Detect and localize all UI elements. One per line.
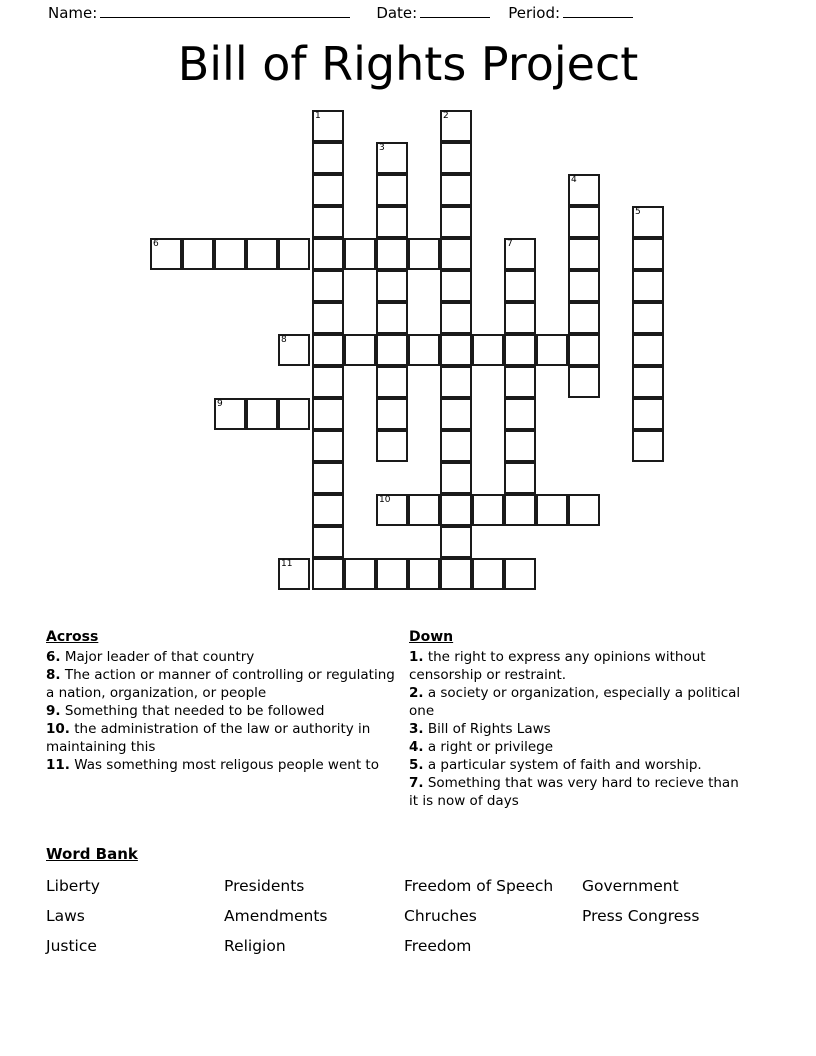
clue-number: 7. — [409, 775, 424, 791]
word-bank-word[interactable]: Religion — [224, 937, 286, 955]
crossword-cell[interactable] — [376, 334, 408, 366]
word-bank-row — [46, 901, 776, 931]
crossword-cell[interactable] — [376, 142, 408, 174]
crossword-cell[interactable] — [440, 558, 472, 590]
clue-number: 2. — [409, 685, 424, 701]
crossword-cell[interactable] — [376, 302, 408, 334]
crossword-cell[interactable] — [504, 558, 536, 590]
down-clue-2 — [409, 684, 749, 720]
crossword-cell[interactable] — [150, 238, 182, 270]
crossword-cell-number-4: 4 — [571, 175, 577, 185]
crossword-cell[interactable] — [312, 366, 344, 398]
across-clue-9 — [46, 702, 396, 720]
crossword-cell-number-11: 11 — [281, 559, 293, 569]
crossword-cell[interactable] — [632, 302, 664, 334]
crossword-cell[interactable] — [312, 206, 344, 238]
clue-number: 5. — [409, 757, 424, 773]
clue-text: a particular system of faith and worship. — [423, 757, 702, 773]
crossword-cell[interactable] — [278, 558, 310, 590]
word-bank-word[interactable]: Laws — [46, 907, 85, 925]
crossword-cell[interactable] — [504, 398, 536, 430]
crossword-cell[interactable] — [632, 206, 664, 238]
crossword-cell[interactable] — [568, 206, 600, 238]
crossword-cell[interactable] — [312, 494, 344, 526]
crossword-cell[interactable] — [536, 494, 568, 526]
crossword-cell[interactable] — [504, 270, 536, 302]
crossword-cell[interactable] — [536, 334, 568, 366]
crossword-cell[interactable] — [312, 142, 344, 174]
crossword-cell[interactable] — [440, 270, 472, 302]
crossword-cell[interactable] — [214, 398, 246, 430]
word-bank-word[interactable]: Chruches — [404, 907, 477, 925]
date-label: Date: — [376, 4, 418, 22]
down-clue-list — [409, 648, 749, 810]
crossword-cell[interactable] — [504, 430, 536, 462]
crossword-cell[interactable] — [568, 270, 600, 302]
crossword-cell-number-1: 1 — [315, 111, 321, 121]
down-clue-4 — [409, 738, 749, 756]
crossword-cell[interactable] — [376, 494, 408, 526]
crossword-cell[interactable] — [408, 334, 440, 366]
crossword-cell[interactable] — [214, 238, 246, 270]
crossword-cell[interactable] — [568, 302, 600, 334]
crossword-cell[interactable] — [344, 334, 376, 366]
crossword-cell[interactable] — [312, 270, 344, 302]
crossword-cell-number-7: 7 — [507, 239, 513, 249]
clue-text: Something that needed to be followed — [60, 703, 325, 719]
clue-number: 9. — [46, 703, 61, 719]
word-bank-heading: Word Bank — [46, 845, 138, 863]
crossword-cell[interactable] — [504, 334, 536, 366]
crossword-cell[interactable] — [278, 398, 310, 430]
crossword-cell[interactable] — [632, 334, 664, 366]
crossword-cell[interactable] — [344, 558, 376, 590]
crossword-cell[interactable] — [440, 494, 472, 526]
clue-text: Was something most religous people went to — [69, 757, 379, 773]
crossword-cell[interactable] — [312, 430, 344, 462]
crossword-cell-number-10: 10 — [379, 495, 391, 505]
crossword-cell[interactable] — [312, 558, 344, 590]
clue-text: the right to express any opinions without censorship or restraint. — [409, 649, 706, 683]
crossword-cell[interactable] — [408, 238, 440, 270]
clue-text: a society or organization, especially a political one — [409, 685, 741, 719]
crossword-cell[interactable] — [440, 366, 472, 398]
crossword-cell[interactable] — [568, 366, 600, 398]
crossword-cell[interactable] — [440, 110, 472, 142]
crossword-cell[interactable] — [472, 558, 504, 590]
crossword-cell[interactable] — [504, 238, 536, 270]
crossword-cell[interactable] — [504, 302, 536, 334]
clue-text: Something that was very hard to recieve than it is now of days — [409, 775, 739, 809]
crossword-cell[interactable] — [312, 398, 344, 430]
crossword-cell[interactable] — [312, 462, 344, 494]
word-bank-word[interactable]: Amendments — [224, 907, 328, 925]
word-bank-word[interactable]: Freedom — [404, 937, 472, 955]
crossword-cell[interactable] — [312, 334, 344, 366]
word-bank-table — [46, 871, 776, 961]
crossword-cell[interactable] — [440, 174, 472, 206]
across-heading: Across — [46, 629, 99, 645]
crossword-cell[interactable] — [344, 238, 376, 270]
crossword-cell[interactable] — [440, 142, 472, 174]
crossword-cell[interactable] — [312, 174, 344, 206]
crossword-cell[interactable] — [376, 238, 408, 270]
crossword-cell-number-8: 8 — [281, 335, 287, 345]
down-heading: Down — [409, 629, 454, 645]
clue-text: The action or manner of controlling or regulating a nation, organization, or people — [46, 667, 395, 701]
crossword-cell-number-6: 6 — [153, 239, 159, 249]
crossword-cell[interactable] — [312, 302, 344, 334]
word-bank-row — [46, 931, 776, 961]
crossword-cell[interactable] — [568, 334, 600, 366]
clue-text: a right or privilege — [423, 739, 554, 755]
crossword-cell[interactable] — [632, 366, 664, 398]
clue-number: 1. — [409, 649, 424, 665]
word-bank-empty — [582, 931, 776, 961]
crossword-cell[interactable] — [376, 558, 408, 590]
across-clue-6 — [46, 648, 396, 666]
crossword-cell[interactable] — [246, 238, 278, 270]
clue-number: 8. — [46, 667, 61, 683]
crossword-cell-number-9: 9 — [217, 399, 223, 409]
crossword-cell[interactable] — [440, 462, 472, 494]
down-clue-7 — [409, 774, 749, 810]
down-clues-section — [409, 628, 749, 810]
crossword-cell[interactable] — [376, 206, 408, 238]
crossword-cell[interactable] — [376, 174, 408, 206]
crossword-cell[interactable] — [440, 430, 472, 462]
crossword-cell[interactable] — [278, 238, 310, 270]
crossword-cell[interactable] — [568, 238, 600, 270]
word-bank-section — [46, 845, 776, 961]
across-clue-11 — [46, 756, 396, 774]
crossword-cell[interactable] — [632, 270, 664, 302]
word-bank-word[interactable]: Presidents — [224, 877, 305, 895]
crossword-cell[interactable] — [472, 334, 504, 366]
crossword-cell-number-3: 3 — [379, 143, 385, 153]
crossword-cell[interactable] — [568, 494, 600, 526]
word-bank-word[interactable]: Freedom of Speech — [404, 877, 554, 895]
clue-number: 10. — [46, 721, 70, 737]
crossword-cell[interactable] — [376, 270, 408, 302]
page-title: Bill of Rights Project — [177, 37, 639, 91]
crossword-cell[interactable] — [440, 334, 472, 366]
period-label: Period: — [508, 4, 561, 22]
crossword-cell[interactable] — [440, 206, 472, 238]
crossword-cell[interactable] — [632, 238, 664, 270]
crossword-cell[interactable] — [278, 334, 310, 366]
word-bank-word[interactable]: Press Congress — [582, 907, 700, 925]
crossword-cell[interactable] — [472, 494, 504, 526]
crossword-cell[interactable] — [504, 366, 536, 398]
down-clue-5 — [409, 756, 749, 774]
down-clue-1 — [409, 648, 749, 684]
clue-number: 3. — [409, 721, 424, 737]
crossword-cell[interactable] — [376, 430, 408, 462]
crossword-cell[interactable] — [376, 366, 408, 398]
word-bank-word[interactable]: Liberty — [46, 877, 100, 895]
word-bank-word[interactable]: Government — [582, 877, 679, 895]
clue-text: Bill of Rights Laws — [423, 721, 551, 737]
clue-number: 4. — [409, 739, 424, 755]
crossword-cell[interactable] — [408, 558, 440, 590]
crossword-cell[interactable] — [312, 238, 344, 270]
crossword-cell[interactable] — [312, 110, 344, 142]
down-clue-3 — [409, 720, 749, 738]
crossword-cell[interactable] — [182, 238, 214, 270]
clue-number: 6. — [46, 649, 61, 665]
crossword-cell-number-2: 2 — [443, 111, 449, 121]
crossword-cell[interactable] — [632, 398, 664, 430]
crossword-cell[interactable] — [440, 302, 472, 334]
crossword-cell[interactable] — [408, 494, 440, 526]
word-bank-row — [46, 871, 776, 901]
clue-number: 11. — [46, 757, 70, 773]
clue-text: the administration of the law or authority in maintaining this — [46, 721, 371, 755]
across-clue-list — [46, 648, 396, 774]
word-bank-word[interactable]: Justice — [46, 937, 97, 955]
crossword-cell[interactable] — [440, 398, 472, 430]
crossword-cell-number-5: 5 — [635, 207, 641, 217]
across-clues-section — [46, 628, 396, 774]
crossword-cell[interactable] — [440, 238, 472, 270]
name-label: Name: — [48, 4, 98, 22]
crossword-cell[interactable] — [568, 174, 600, 206]
across-clue-8 — [46, 666, 396, 702]
crossword-cell[interactable] — [440, 526, 472, 558]
crossword-cell[interactable] — [504, 462, 536, 494]
crossword-cell[interactable] — [312, 526, 344, 558]
crossword-cell[interactable] — [632, 430, 664, 462]
crossword-cell[interactable] — [246, 398, 278, 430]
clue-text: Major leader of that country — [60, 649, 255, 665]
crossword-cell[interactable] — [376, 398, 408, 430]
crossword-cell[interactable] — [504, 494, 536, 526]
across-clue-10 — [46, 720, 396, 756]
